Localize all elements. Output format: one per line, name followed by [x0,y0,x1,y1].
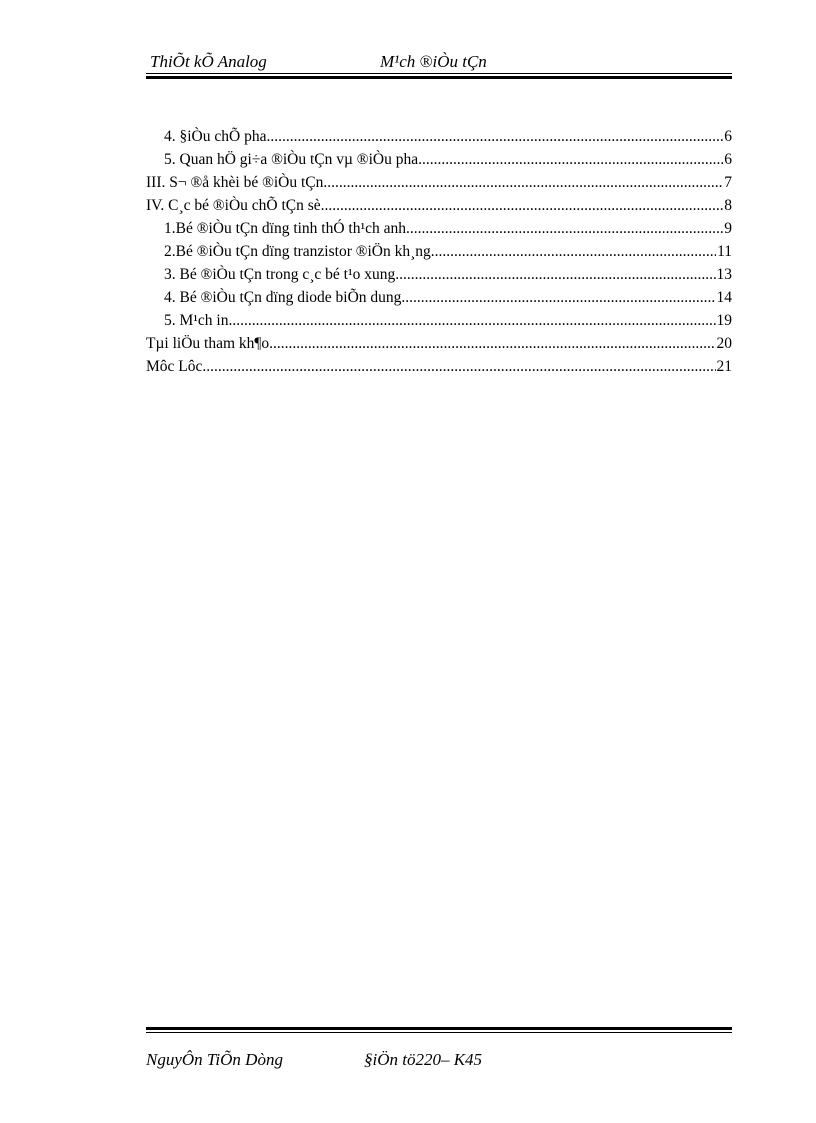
toc-entry [146,333,732,356]
toc-leader-dots [399,264,715,285]
table-of-contents [146,126,732,379]
toc-leader-dots [232,310,715,331]
footer-rule-thin [146,1032,732,1033]
page-footer [146,1050,732,1072]
toc-leader-dots [273,333,715,354]
toc-entry-title: 1.Bé ®iÒu tÇn dïng tinh thÓ th¹ch anh. [164,220,410,237]
toc-entry-page: 21 [716,358,732,375]
toc-entry-title: 5. Quan hÖ gi÷a ®iÒu tÇn vµ ®iÒu pha. [164,151,422,168]
header-rule-thick [146,76,732,79]
toc-entry [146,149,732,172]
footer-right-text: §iÖn tö220– K45 [364,1050,483,1069]
toc-leader-dots [206,356,715,377]
footer-rule-thick [146,1027,732,1030]
toc-entry-page: 19 [716,312,732,329]
toc-leader-dots [422,149,723,170]
page-header [146,52,732,74]
toc-entry [146,287,732,310]
toc-entry-title: Tµi liÖu tham kh¶o. [146,335,274,352]
toc-entry-title: 3. Bé ®iÒu tÇn trong c¸c bé t¹o xung. [164,266,400,283]
toc-entry-page: 6 [724,128,732,145]
toc-leader-dots [405,287,715,308]
toc-entry-title: III. S¬ ®å khèi bé ®iÒu tÇn. [146,174,328,191]
header-left-text: ThiÕt kÕ Analog [150,52,267,71]
header-right-text: M¹ch ®iÒu tÇn [380,52,487,71]
toc-entry [146,172,732,195]
toc-leader-dots [327,172,723,193]
toc-entry [146,195,732,218]
toc-leader-dots [270,126,723,147]
toc-entry [146,356,732,379]
toc-entry-title: 4. Bé ®iÒu tÇn dïng diode biÕn dung. [164,289,406,306]
toc-entry-title: 4. §iÒu chÕ pha. [164,128,271,145]
toc-entry-page: 20 [716,335,732,352]
toc-entry-title: IV. C¸c bé ®iÒu chÕ tÇn sè. [146,197,325,214]
toc-entry-page: 7 [724,174,732,191]
toc-leader-dots [435,241,716,262]
toc-entry [146,126,732,149]
toc-entry-title: Môc Lôc. [146,358,207,375]
toc-entry [146,241,732,264]
toc-entry [146,310,732,333]
toc-entry-page: 11 [717,243,732,260]
toc-entry [146,264,732,287]
toc-entry-title: 2.Bé ®iÒu tÇn dïng tranzistor ®iÖn kh¸ng. [164,243,435,260]
toc-entry-title: 5. M¹ch in. [164,312,233,329]
toc-entry [146,218,732,241]
toc-entry-page: 8 [724,197,732,214]
toc-leader-dots [325,195,724,216]
header-rule-thin [146,73,732,74]
toc-leader-dots [410,218,723,239]
toc-entry-page: 13 [716,266,732,283]
footer-left-text: NguyÔn TiÕn Dòng [146,1050,283,1069]
toc-entry-page: 14 [716,289,732,306]
toc-entry-page: 9 [724,220,732,237]
toc-entry-page: 6 [724,151,732,168]
